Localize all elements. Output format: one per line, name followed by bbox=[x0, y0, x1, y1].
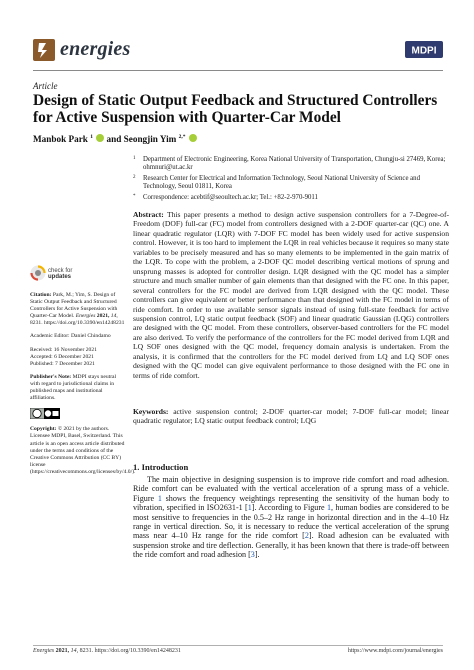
figure-ref-link[interactable]: 1 bbox=[326, 503, 331, 513]
affiliation-item bbox=[133, 194, 451, 202]
journal-header bbox=[0, 0, 474, 72]
intro-text: The main objective in designing suspension is to improve ride comfort and road adhesion. Ride comfort can be evaluated with the vertical acceleration of a sprung mass of a vehicle. Figure bbox=[133, 475, 449, 503]
affiliation-text: Research Center for Electrical and Information Technology, Seoul National University of Science and Technology, Seoul 01811, Korea bbox=[143, 175, 420, 191]
header-rule bbox=[33, 70, 443, 71]
correspondence-text: Correspondence: acebtif@seoultech.ac.kr; Tel.: +82-2-970-9011 bbox=[143, 194, 318, 201]
keywords-label: Keywords: bbox=[133, 407, 169, 416]
mdpi-logo-icon[interactable] bbox=[405, 41, 443, 58]
section-heading: 1. Introduction bbox=[133, 462, 189, 472]
intro-text: , human bodies are considered to be most sensitive to frequencies in the 0.5–2 Hz range in horizontal direction and in the 4–10 Hz range in vertical direction. So, it is necessary to reduce the vertical acceleration of the sprung mass near 4–10 Hz range for the ride comfort [ bbox=[133, 503, 450, 541]
article-type: Article bbox=[33, 81, 58, 91]
keywords bbox=[133, 407, 449, 426]
footer-doi-link[interactable]: , 8231. https://doi.org/10.3390/en14248231 bbox=[76, 648, 181, 654]
received-date: Received: 16 November 2021 bbox=[30, 346, 97, 353]
published-date: Published: 7 December 2021 bbox=[30, 360, 95, 367]
article-sidebar bbox=[30, 265, 136, 482]
copyright-label: Copyright: bbox=[30, 426, 57, 433]
dates-block bbox=[30, 347, 125, 368]
figure-ref-link[interactable]: 1 bbox=[157, 493, 162, 503]
energies-logo-icon bbox=[33, 39, 55, 61]
abstract-text: This paper presents a method to design active suspension controllers for a 7-Degree-of-Freedom (DOF) full-car (FC) model from controllers designed with a 2-DOF quarter-car (QC) one. A linear quadratic regulator (LQR) with 7-DOF FC model has been widely used for active suspension control. However, it is too hard to implement the LQR in real vehicles because it requires so many state variables to be precisely measured and has so many elements to be implemented in the gain matrix of the LQR. To cope with the problem, a 2-DOF QC model describing vertical motions of sprung and unsprung masses is adopted for controller design. LQR designed with the QC model has a simpler structure and much smaller number of gain elements than that designed with the FC one. In this paper, several controllers for the FC model are derived from LQR designed with the QC model. These controllers can give equivalent or better performance than that designed with the FC model in terms of ride comfort. In order to use available sensor signals instead of using full-state feedback for active suspension control, LQ static output feedback (SOF) and linear quadratic Gaussian (LQG) controllers are designed with the QC model. From these controllers, observer-based controllers for the FC model are also derived. To verify the performance of the controllers for the FC model derived from LQR and LQ SOF ones designed with the QC model, frequency domain analysis is undertaken. From the analysis, it is confirmed that the controllers for the FC model derived from LQ and LQ SOF ones designed with the QC model can give equivalent performance to those designed with the FC one in terms of ride comfort. bbox=[133, 210, 450, 380]
introduction-paragraph bbox=[133, 475, 449, 560]
citation-volume: 14 bbox=[110, 313, 117, 320]
abstract-label: Abstract: bbox=[133, 210, 164, 219]
intro-text: ]. According to Figure bbox=[251, 503, 327, 513]
orcid-icon[interactable] bbox=[189, 134, 197, 142]
publisher-note bbox=[30, 374, 125, 402]
intro-text: shows the frequency weightings representing the sensitivity of the human body to vibration, specified in ISO2631-1 [ bbox=[133, 493, 450, 513]
intro-text: ]. bbox=[254, 550, 260, 560]
footer-rule bbox=[33, 645, 443, 646]
author-name[interactable]: Seongjin Yim bbox=[123, 134, 177, 145]
keywords-text: active suspension control; 2-DOF quarter-car model; 7-DOF full-car model; linear quadratic regulator; LQ static output feedback control; LQG bbox=[133, 407, 449, 426]
affiliation-number: 2 bbox=[133, 175, 136, 180]
check-for-updates-label bbox=[48, 268, 72, 281]
copyright-block bbox=[30, 426, 136, 476]
journal-name: energies bbox=[60, 38, 131, 60]
citation-label: Citation: bbox=[30, 292, 52, 298]
author-affiliation-sup: 1 bbox=[90, 134, 93, 140]
cc-by-license-icon[interactable] bbox=[30, 408, 60, 419]
footer-volume: 14 bbox=[70, 648, 77, 654]
academic-editor: Academic Editor: Daniel Chindamo bbox=[30, 333, 111, 340]
citation-ref-link[interactable]: 1 bbox=[247, 503, 252, 513]
copyright-text: © 2021 by the authors. Licensee MDPI, Basel, Switzerland. This article is an open access article distributed under the terms and conditions of the Creative Commons Attribution (CC BY) license (https://creativecommons.org/licenses/by/4.0/). bbox=[30, 426, 136, 475]
author-conjunction: and bbox=[106, 134, 124, 145]
abstract bbox=[133, 210, 449, 380]
citation-ref-link[interactable]: 2 bbox=[304, 531, 309, 541]
footer-journal: Energies bbox=[33, 648, 55, 654]
publisher-note-label: Publisher's Note: bbox=[30, 373, 72, 380]
check-for-updates-button[interactable] bbox=[30, 265, 125, 287]
publisher-note-text: MDPI stays neutral with regard to jurisdictional claims in published maps and institutional affiliations. bbox=[30, 373, 117, 402]
mdpi-logo-text: MDPI bbox=[411, 45, 437, 57]
orcid-icon[interactable] bbox=[96, 134, 104, 142]
footer-citation bbox=[33, 648, 181, 654]
footer-journal-url[interactable]: https://www.mdpi.com/journal/energies bbox=[347, 648, 443, 654]
affiliation-number: 1 bbox=[133, 156, 136, 161]
check-for-updates-icon bbox=[30, 265, 46, 281]
footer-year: 2021, bbox=[54, 648, 71, 654]
accepted-date: Accepted: 6 December 2021 bbox=[30, 353, 94, 360]
author-list bbox=[33, 134, 197, 144]
affiliation-item bbox=[133, 156, 451, 173]
affiliation-text: Department of Electronic Engineering, Korea National University of Transportation, Chungju-si 27469, Korea; ohmnuri@ut.ac.kr bbox=[143, 156, 446, 172]
affiliations bbox=[133, 156, 451, 205]
citation-text: Park, M.; Yim, S. Design of Static Output Feedback and Structured Controllers for Active Suspension with Quarter-Car Model. bbox=[30, 292, 118, 320]
author-name[interactable]: Manbok Park bbox=[33, 134, 88, 145]
citation-doi-link[interactable]: , 8231. https://doi.org/10.3390/en14248231 bbox=[30, 313, 125, 327]
affiliation-item bbox=[133, 175, 451, 192]
citation-block bbox=[30, 292, 125, 327]
citation-journal: Energies bbox=[75, 313, 96, 320]
citation-ref-link[interactable]: 3 bbox=[250, 550, 255, 560]
author-affiliation-sup: 2,* bbox=[178, 134, 186, 140]
check-line2: updates bbox=[48, 274, 72, 281]
check-line1: check for bbox=[48, 268, 73, 274]
article-title: Design of Static Output Feedback and Structured Controllers for Active Suspension with Quarter-Car Model bbox=[33, 92, 438, 126]
intro-text: ]. Road adhesion can be evaluated with suspension stroke and tire deflection. Generally, it has been known that there is trade-off between the ride comfort and road adhesion [ bbox=[133, 531, 449, 560]
citation-year: 2021, bbox=[95, 313, 111, 320]
affiliation-number: * bbox=[133, 194, 136, 199]
